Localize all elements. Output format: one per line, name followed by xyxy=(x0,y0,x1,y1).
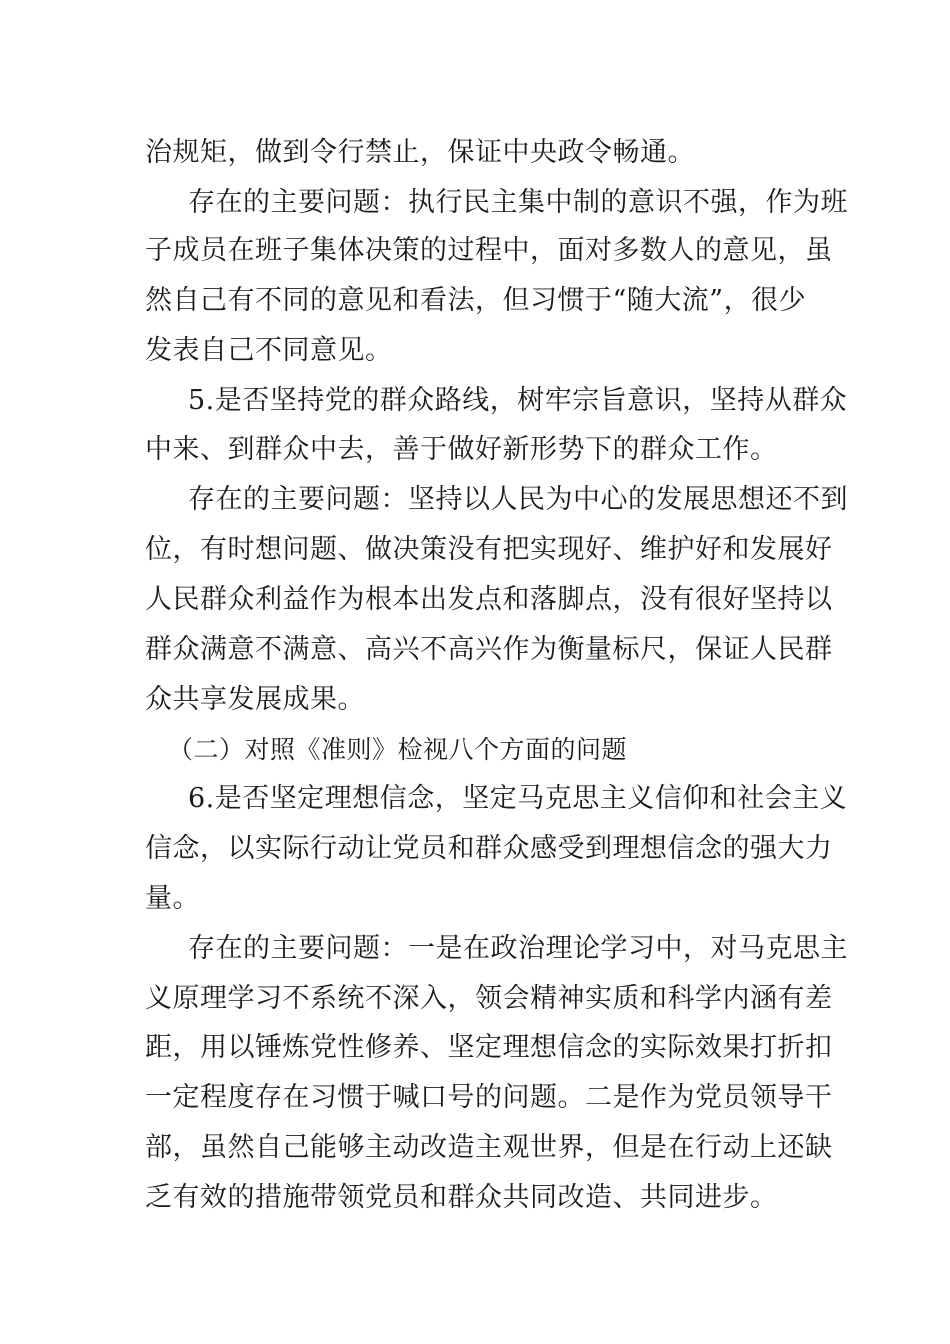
text-line: 距，用以锤炼党性修养、坚定理想信念的实际效果打折扣 xyxy=(145,1032,833,1063)
text-line: 众共享发展成果。 xyxy=(145,684,365,715)
text-line: 中来、到群众中去，善于做好新形势下的群众工作。 xyxy=(145,434,778,465)
text-line: 然自己有不同的意见和看法，但习惯于“随大流”，很少 xyxy=(145,285,807,316)
text-line: 治规矩，做到令行禁止，保证中央政令畅通。 xyxy=(145,137,695,168)
text-line: 信念，以实际行动让党员和群众感受到理想信念的强大力 xyxy=(145,833,833,864)
text-line: 一定程度存在习惯于喊口号的问题。二是作为党员领导干 xyxy=(145,1082,833,1113)
text-line: 人民群众利益作为根本出发点和落脚点，没有很好坚持以 xyxy=(145,584,833,615)
text-line: 乏有效的措施带领党员和群众共同改造、共同进步。 xyxy=(145,1182,778,1213)
text-line: 群众满意不满意、高兴不高兴作为衡量标尺，保证人民群 xyxy=(145,634,833,665)
text-line: 5.是否坚持党的群众路线，树牢宗旨意识，坚持从群众 xyxy=(188,385,848,416)
text-line: 部，虽然自己能够主动改造主观世界，但是在行动上还缺 xyxy=(145,1132,833,1163)
text-line: 存在的主要问题：执行民主集中制的意识不强，作为班 xyxy=(188,187,848,218)
text-line: 量。 xyxy=(145,883,200,914)
section-heading: （二）对照《准则》检视八个方面的问题 xyxy=(168,735,628,764)
text-line: 义原理学习不系统不深入，领会精神实质和科学内涵有差 xyxy=(145,983,833,1014)
text-line: 发表自己不同意见。 xyxy=(145,335,393,366)
text-line: 存在的主要问题：一是在政治理论学习中，对马克思主 xyxy=(188,933,848,964)
text-line: 6.是否坚定理想信念，坚定马克思主义信仰和社会主义 xyxy=(188,783,848,814)
text-line: 位，有时想问题、做决策没有把实现好、维护好和发展好 xyxy=(145,534,833,565)
text-line: 子成员在班子集体决策的过程中，面对多数人的意见，虽 xyxy=(145,235,833,266)
text-line: 存在的主要问题：坚持以人民为中心的发展思想还不到 xyxy=(188,484,848,515)
